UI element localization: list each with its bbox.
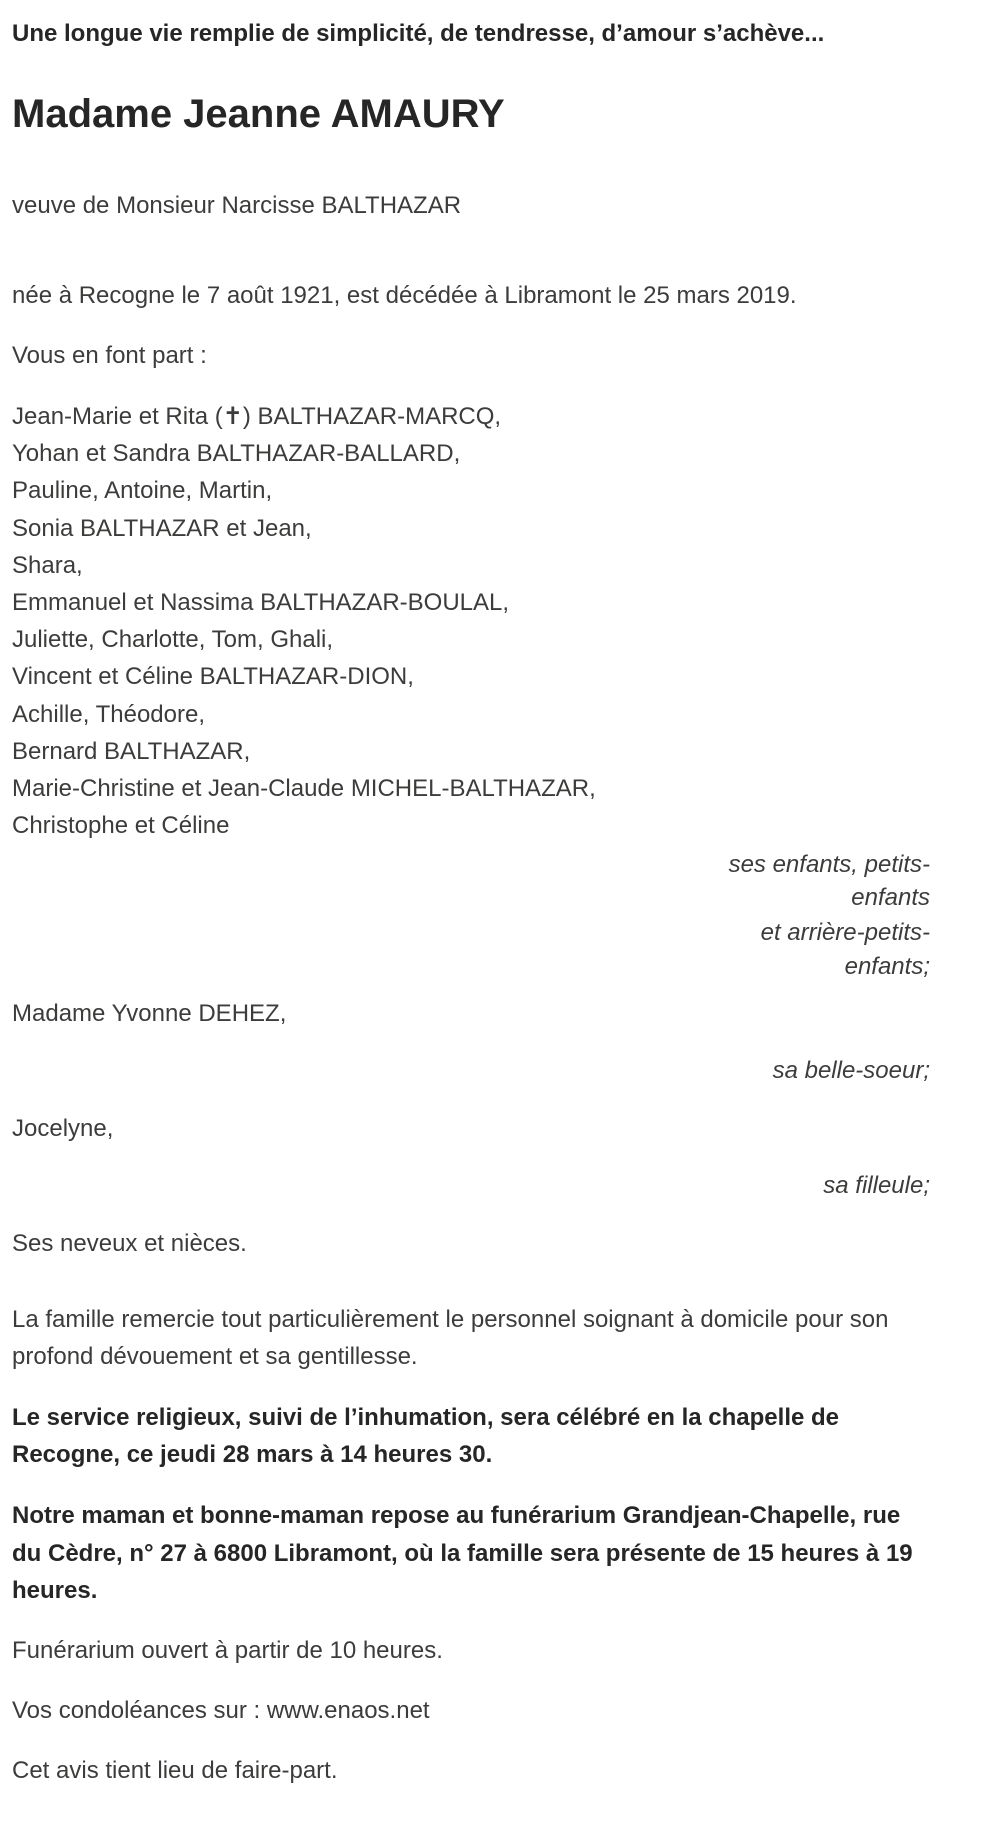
- service-paragraph: Le service religieux, suivi de l’inhumation, sera célébré en la chapelle de Recogne, ce jeudi 28 mars à 14 heures 30.: [12, 1404, 840, 1469]
- role-children: ses enfants, petits-enfants: [728, 851, 930, 912]
- family-member-line: Vincent et Céline BALTHAZAR-DION,: [12, 663, 414, 691]
- family-member-line: Yohan et Sandra BALTHAZAR-BALLARD,: [12, 440, 461, 468]
- goddaughter-name: Jocelyne,: [12, 1114, 114, 1142]
- life-dates-line: née à Recogne le 7 août 1921, est décédée à Libramont le 25 mars 2019.: [12, 282, 797, 309]
- sister-in-law-role: sa belle-soeur;: [772, 1057, 930, 1085]
- family-member-line: Christophe et Céline: [12, 812, 230, 840]
- family-member-line: Pauline, Antoine, Martin,: [12, 477, 273, 505]
- deceased-name: Madame Jeanne AMAURY: [12, 92, 505, 136]
- repose-paragraph: Notre maman et bonne-maman repose au funérarium Grandjean-Chapelle, rue du Cèdre, n° 27 à 6800 Libramont, où la famille sera présente de 15 heures à 19 heures.: [12, 1502, 913, 1604]
- family-roles: [710, 848, 930, 982]
- funerarium-hours: Funérarium ouvert à partir de 10 heures.: [12, 1636, 443, 1664]
- closing-line: Cet avis tient lieu de faire-part.: [12, 1756, 338, 1784]
- condolences-line: [12, 1693, 930, 1729]
- family-member-line: Marie-Christine et Jean-Claude MICHEL-BALTHAZAR,: [12, 774, 596, 802]
- family-member-line: Shara,: [12, 551, 83, 579]
- spouse-line: veuve de Monsieur Narcisse BALTHAZAR: [12, 192, 462, 219]
- family-member-line: Emmanuel et Nassima BALTHAZAR-BOULAL,: [12, 588, 510, 616]
- opening-line: Une longue vie remplie de simplicité, de tendresse, d’amour s’achève...: [12, 20, 825, 47]
- announcement-line: Vous en font part :: [12, 342, 207, 369]
- condolences-label: Vos condoléances sur :: [12, 1696, 261, 1724]
- sister-in-law-name: Madame Yvonne DEHEZ,: [12, 999, 287, 1027]
- thanks-paragraph: La famille remercie tout particulièrement le personnel soignant à domicile pour son profond dévouement et sa gentillesse.: [12, 1305, 889, 1370]
- condolences-url[interactable]: www.enaos.net: [266, 1696, 430, 1724]
- family-member-line: Achille, Théodore,: [12, 700, 206, 728]
- role-great-grandchildren: et arrière-petits-enfants;: [760, 919, 930, 980]
- family-list: [12, 398, 930, 844]
- nephews-line: Ses neveux et nièces.: [12, 1230, 247, 1258]
- family-member-line: Juliette, Charlotte, Tom, Ghali,: [12, 626, 334, 654]
- goddaughter-role: sa filleule;: [823, 1172, 930, 1200]
- family-member-line: Bernard BALTHAZAR,: [12, 737, 251, 765]
- family-member-line: Sonia BALTHAZAR et Jean,: [12, 514, 312, 542]
- family-member-line: Jean-Marie et Rita (✝) BALTHAZAR-MARCQ,: [12, 403, 502, 430]
